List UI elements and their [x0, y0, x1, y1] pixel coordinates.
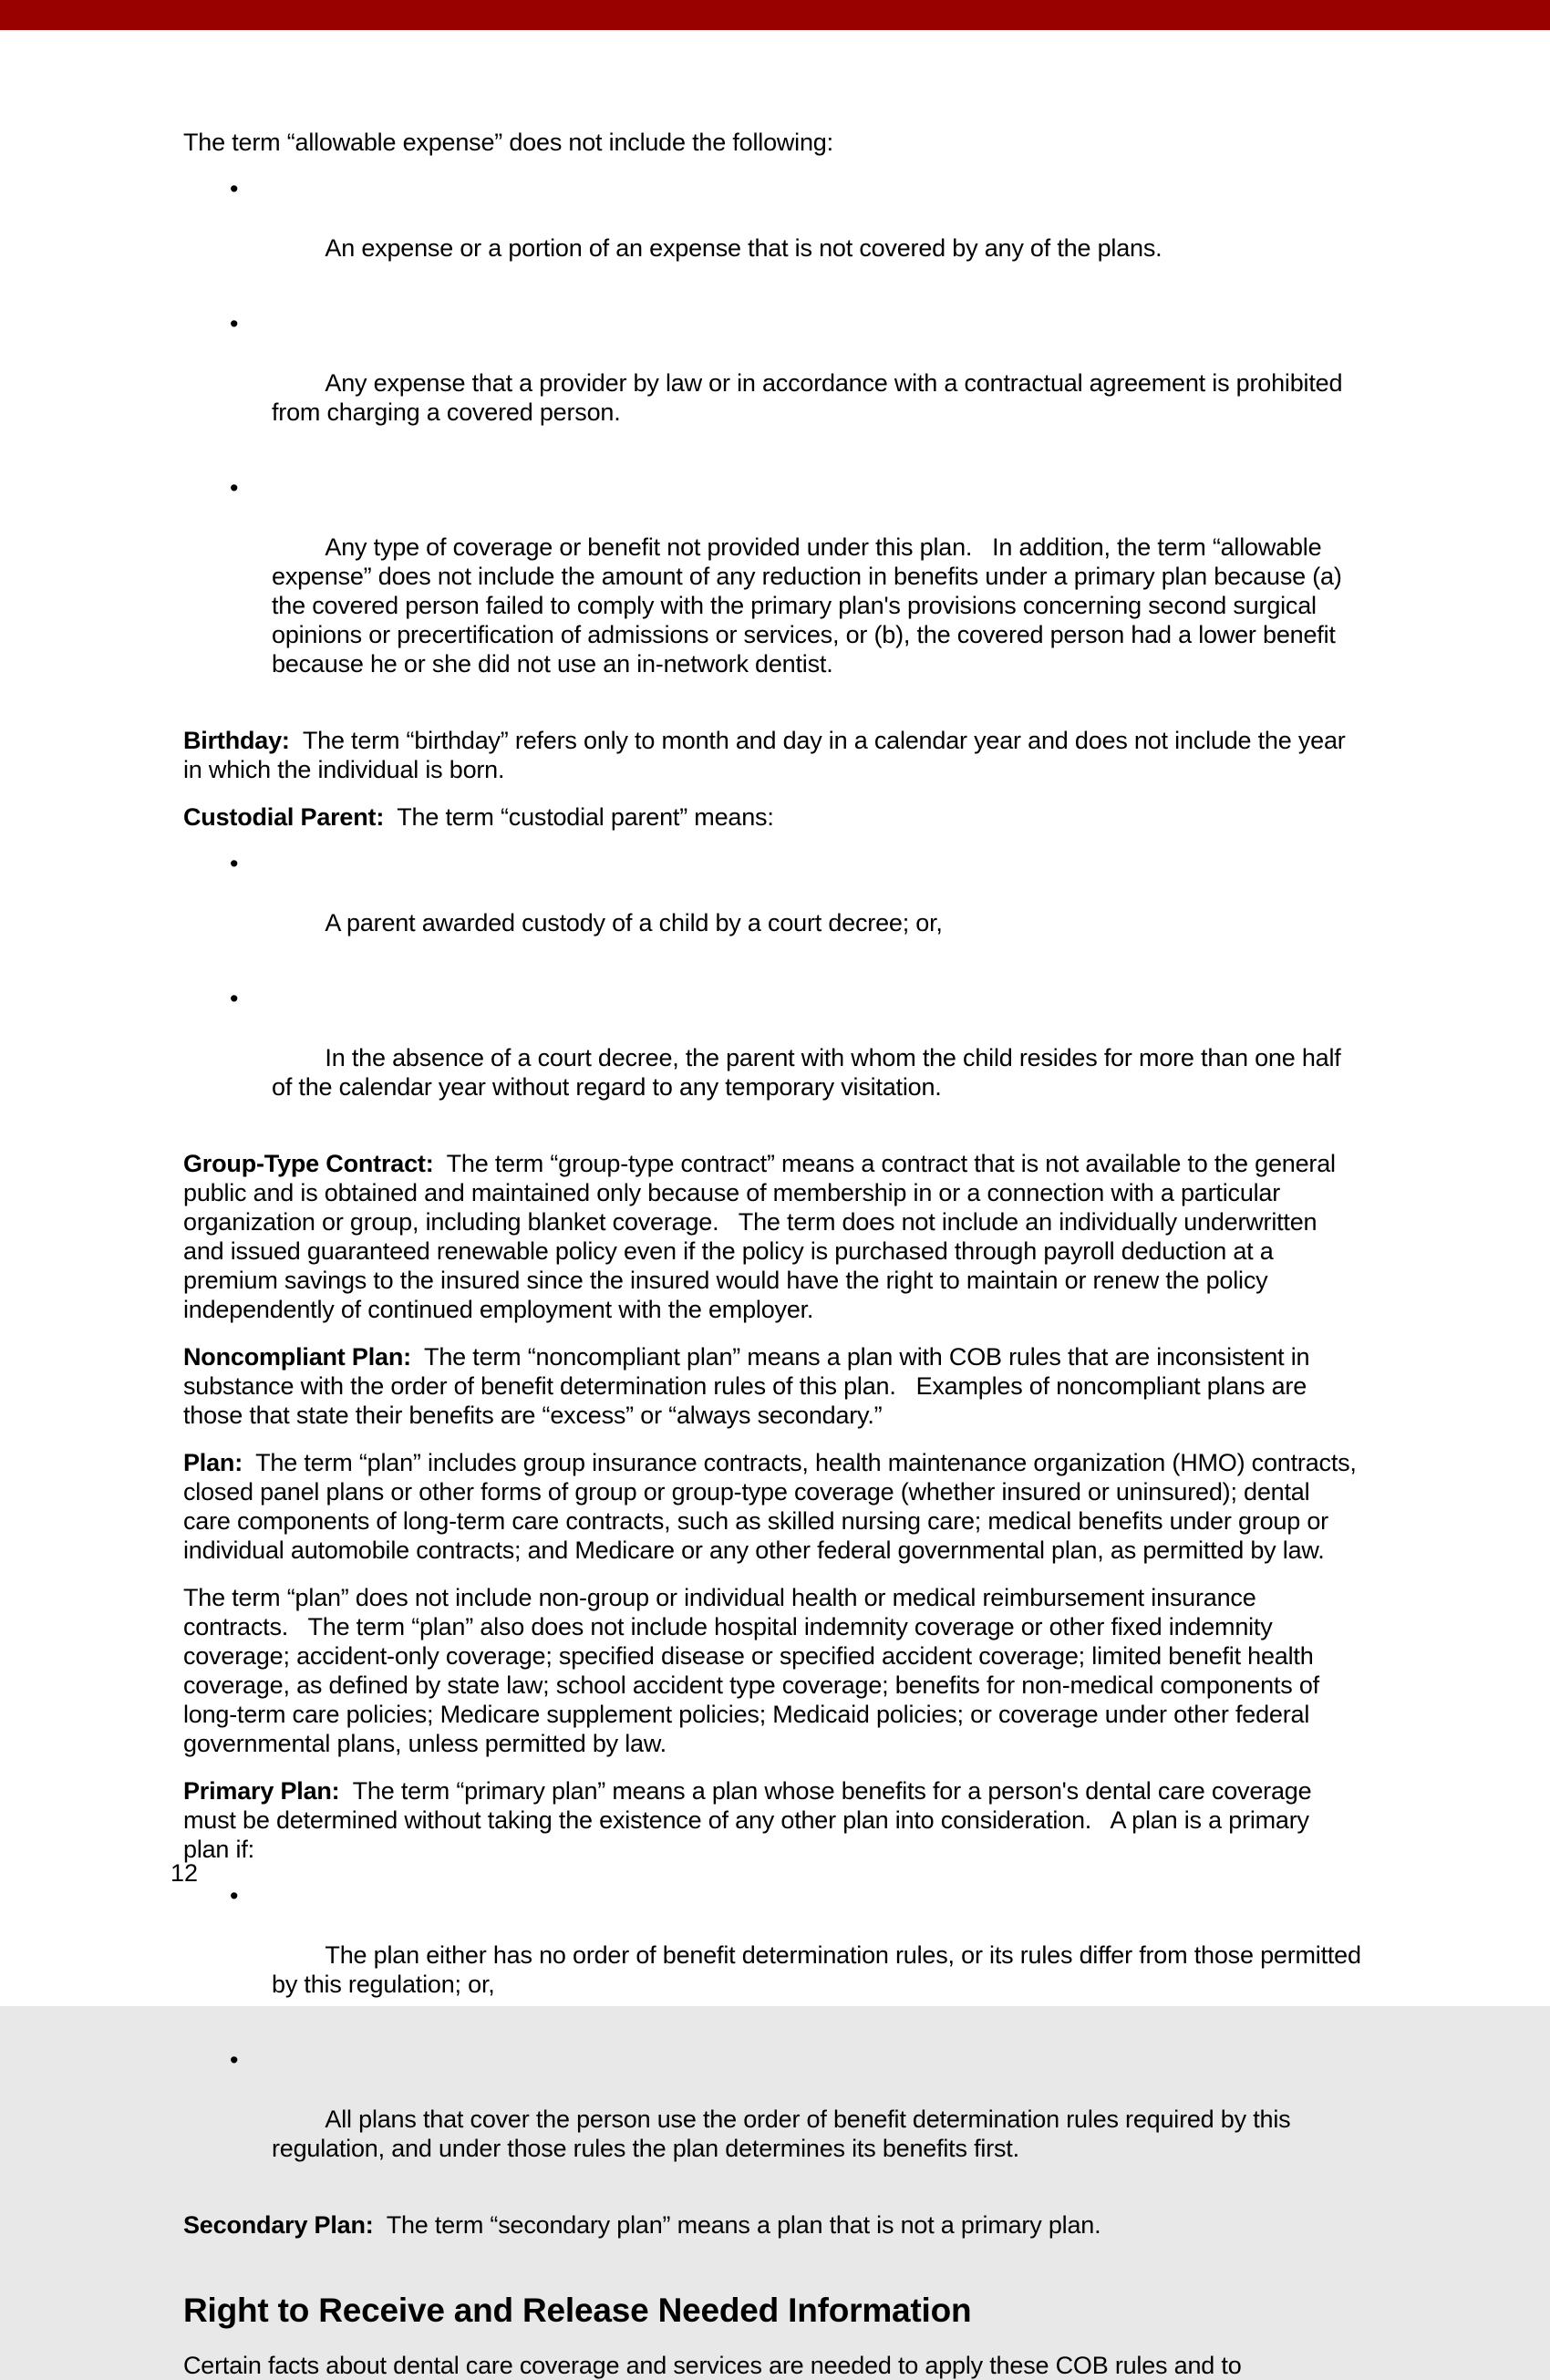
definition-birthday — [183, 726, 1361, 784]
definition-text: The term “secondary plan” means a plan that is not a primary plan. — [373, 2211, 1101, 2239]
bullet-icon: • — [230, 1882, 239, 1909]
bullet-icon: • — [230, 850, 239, 877]
definition-noncompliant-plan — [183, 1342, 1361, 1430]
list-item-text: All plans that cover the person use the order of benefit determination rules required by this regulation, and under those rules the plan determines its benefits first. — [272, 2106, 1297, 2162]
paragraph-text: The term “plan” does not include non-group or individual health or medical reimbursement insurance contracts. The term “plan” also does not include hospital indemnity coverage or other fixed indemnity coverage; accident-only coverage; specified disease or specified accident coverage; limited benefit health coverage, as defined by state law; school accident type coverage; benefits for non-medical components of long-term care policies; Medicare supplement policies; Medicaid policies; or coverage under other federal governmental plans, unless permitted by law. — [183, 1584, 1327, 1757]
definition-term: Birthday: — [183, 727, 290, 754]
list-item-text: Any type of coverage or benefit not provided under this plan. In addition, the term “allowable expense” does not include the amount of any reduction in benefits under a primary plan because (a) the covered person failed to comply with the primary plan's provisions concerning second surgical opinions or precertification of admissions or services, or (b), the covered person had a lower benefit because he or she did not use an in-network dentist. — [272, 533, 1348, 678]
definition-term: Custodial Parent: — [183, 803, 385, 831]
list-item-text: An expense or a portion of an expense that is not covered by any of the plans. — [325, 234, 1162, 262]
bullet-icon: • — [230, 310, 239, 337]
bullet-icon: • — [230, 2046, 239, 2074]
definition-text: The term “custodial parent” means: — [384, 803, 774, 831]
page-number: 12 — [170, 1859, 199, 1887]
list-item — [183, 985, 1361, 1131]
allowable-expense-list — [183, 175, 1361, 708]
list-item — [183, 474, 1361, 708]
list-item — [183, 310, 1361, 456]
page-content — [183, 128, 1369, 2380]
top-red-bar — [0, 0, 1550, 30]
list-item — [183, 2046, 1361, 2192]
definition-term: Group-Type Contract: — [183, 1150, 434, 1177]
definition-custodial-parent — [183, 802, 1361, 832]
definition-secondary-plan — [183, 2210, 1361, 2240]
allowable-expense-intro — [183, 128, 1361, 157]
bullet-icon: • — [230, 985, 239, 1012]
list-item-text: A parent awarded custody of a child by a court decree; or, — [325, 909, 943, 936]
list-item-text: In the absence of a court decree, the parent with whom the child resides for more than one half of the calendar year without regard to any temporary visitation. — [272, 1044, 1348, 1101]
list-item-text: The plan either has no order of benefit determination rules, or its rules differ from those permitted by this regulation; or, — [272, 1941, 1369, 1998]
plan-exclusions-paragraph — [183, 1583, 1361, 1758]
primary-plan-list — [183, 1882, 1369, 2192]
paragraph-text: Certain facts about dental care coverage and services are needed to apply these COB rules and to — [183, 2352, 1242, 2379]
definition-text: The term “plan” includes group insurance contracts, health maintenance organization (HMO) contracts, closed panel plans or other forms of group or group-type coverage (whether insured or uninsured); dental care components of long-term care contracts, such as skilled nursing care; medical benefits under group or individual automobile contracts; and Medicare or any other federal governmental plan, as permitted by law. — [183, 1449, 1364, 1564]
definition-text: The term “group-type contract” means a contract that is not available to the general public and is obtained and maintained only because of membership in or a connection with a particular organization or group, including blanket coverage. The term does not include an individually underwritten and issued guaranteed renewable policy even if the policy is purchased through payroll deduction at a premium savings to the insured since the insured would have the right to maintain or renew the policy independently of continued employment with the employer. — [183, 1150, 1343, 1323]
definition-group-type-contract — [183, 1149, 1361, 1324]
definition-text: The term “primary plan” means a plan whose benefits for a person's dental care coverage must be determined without taking the existence of any other plan into consideration. A plan is a primary plan if: — [183, 1777, 1318, 1863]
definition-primary-plan — [183, 1776, 1361, 1864]
list-item-text: Any expense that a provider by law or in accordance with a contractual agreement is prohibited from charging a covered person. — [272, 369, 1349, 426]
definition-term: Secondary Plan: — [183, 2211, 374, 2239]
list-item — [183, 1882, 1369, 2028]
definition-term: Primary Plan: — [183, 1777, 340, 1805]
paragraph-text: The term “allowable expense” does not include the following: — [183, 129, 833, 156]
definition-plan — [183, 1448, 1364, 1565]
custodial-parent-list — [183, 850, 1361, 1131]
bullet-icon: • — [230, 474, 239, 502]
definition-term: Noncompliant Plan: — [183, 1343, 411, 1371]
bullet-icon: • — [230, 175, 239, 202]
section-heading: Right to Receive and Release Needed Information — [183, 2292, 972, 2329]
list-item — [183, 850, 1361, 967]
definition-text: The term “birthday” refers only to month and day in a calendar year and does not include the year in which the individual is born. — [183, 727, 1352, 783]
list-item — [183, 175, 1361, 292]
definition-term: Plan: — [183, 1449, 243, 1476]
section-intro-paragraph — [183, 2351, 1361, 2380]
definition-text: The term “noncompliant plan” means a plan with COB rules that are inconsistent in substance with the order of benefit determination rules of this plan. Examples of noncompliant plans are those that state their benefits are “excess” or “always secondary.” — [183, 1343, 1317, 1429]
